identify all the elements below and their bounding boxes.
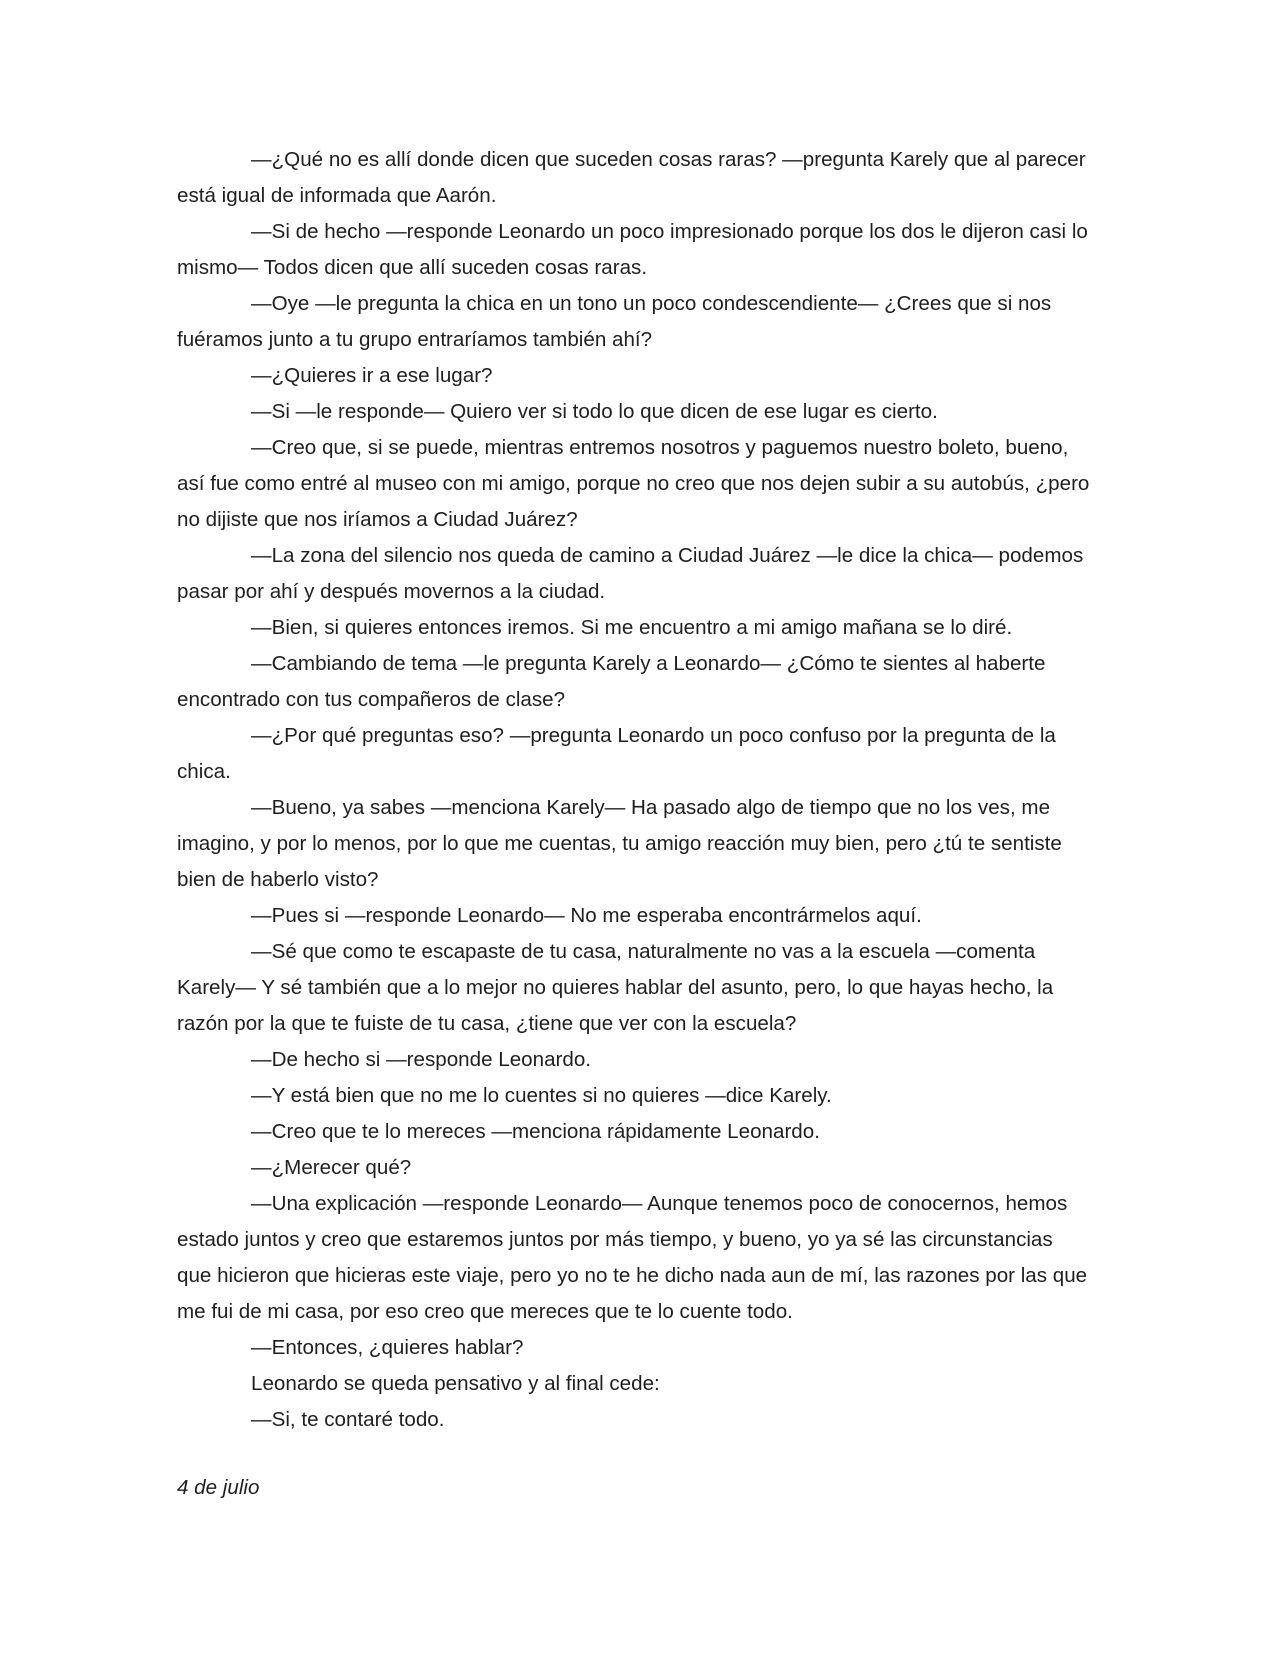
paragraph: —¿Quieres ir a ese lugar?	[251, 364, 493, 387]
paragraph: —Bien, si quieres entonces iremos. Si me encuentro a mi amigo mañana se lo diré.	[251, 616, 1013, 639]
paragraph: —Cambiando de tema —le pregunta Karely a Leonardo— ¿Cómo te sientes al haberte encontrado con tus compañeros de clase?	[177, 652, 1046, 711]
paragraph: —¿Por qué preguntas eso? —pregunta Leonardo un poco confuso por la pregunta de la chica.	[177, 724, 1056, 783]
paragraph: —Entonces, ¿quieres hablar?	[251, 1336, 524, 1359]
body-text	[177, 142, 1092, 1438]
paragraph: —Si de hecho —responde Leonardo un poco impresionado porque los dos le dijeron casi lo mismo— Todos dicen que allí suceden cosas raras.	[177, 220, 1088, 279]
paragraph: —Y está bien que no me lo cuentes si no quieres —dice Karely.	[251, 1084, 832, 1107]
paragraph: —Bueno, ya sabes —menciona Karely— Ha pasado algo de tiempo que no los ves, me imagino, y por lo menos, por lo que me cuentas, tu amigo reacción muy bien, pero ¿tú te sentiste bien de haberlo visto?	[177, 796, 1062, 891]
paragraph: —La zona del silencio nos queda de camino a Ciudad Juárez —le dice la chica— podemos pasar por ahí y después movernos a la ciudad.	[177, 544, 1084, 603]
paragraph: —Pues si —responde Leonardo— No me esperaba encontrármelos aquí.	[251, 904, 922, 927]
paragraph: —Creo que te lo mereces —menciona rápidamente Leonardo.	[251, 1120, 820, 1143]
paragraph: —Sé que como te escapaste de tu casa, naturalmente no vas a la escuela —comenta Karely— Y sé también que a lo mejor no quieres hablar del asunto, pero, lo que hayas hecho, la razón por la que te fuiste de tu casa, ¿tiene que ver con la escuela?	[177, 940, 1054, 1035]
paragraph: —Si, te contaré todo.	[251, 1408, 445, 1431]
paragraph: —Oye —le pregunta la chica en un tono un poco condescendiente— ¿Crees que si nos fuéramos junto a tu grupo entraríamos también ahí?	[177, 292, 1052, 351]
paragraph: —Una explicación —responde Leonardo— Aunque tenemos poco de conocernos, hemos estado juntos y creo que estaremos juntos por más tiempo, y bueno, yo ya sé las circunstancias que hicieron que hicieras este viaje, pero yo no te he dicho nada aun de mí, las razones por las que me fui de mi casa, por eso creo que mereces que te lo cuente todo.	[177, 1192, 1088, 1323]
date-heading: 4 de julio	[177, 1476, 260, 1499]
paragraph: —Creo que, si se puede, mientras entremos nosotros y paguemos nuestro boleto, bueno, así fue como entré al museo con mi amigo, porque no creo que nos dejen subir a su autobús, ¿pero no dijiste que nos iríamos a Ciudad Juárez?	[177, 436, 1090, 531]
paragraph: —¿Qué no es allí donde dicen que suceden cosas raras? —pregunta Karely que al parecer está igual de informada que Aarón.	[177, 148, 1086, 207]
paragraph: —Si —le responde— Quiero ver si todo lo que dicen de ese lugar es cierto.	[251, 400, 938, 423]
paragraph: Leonardo se queda pensativo y al final cede:	[251, 1372, 660, 1395]
paragraph: —De hecho si —responde Leonardo.	[251, 1048, 592, 1071]
paragraph: —¿Merecer qué?	[251, 1156, 412, 1179]
